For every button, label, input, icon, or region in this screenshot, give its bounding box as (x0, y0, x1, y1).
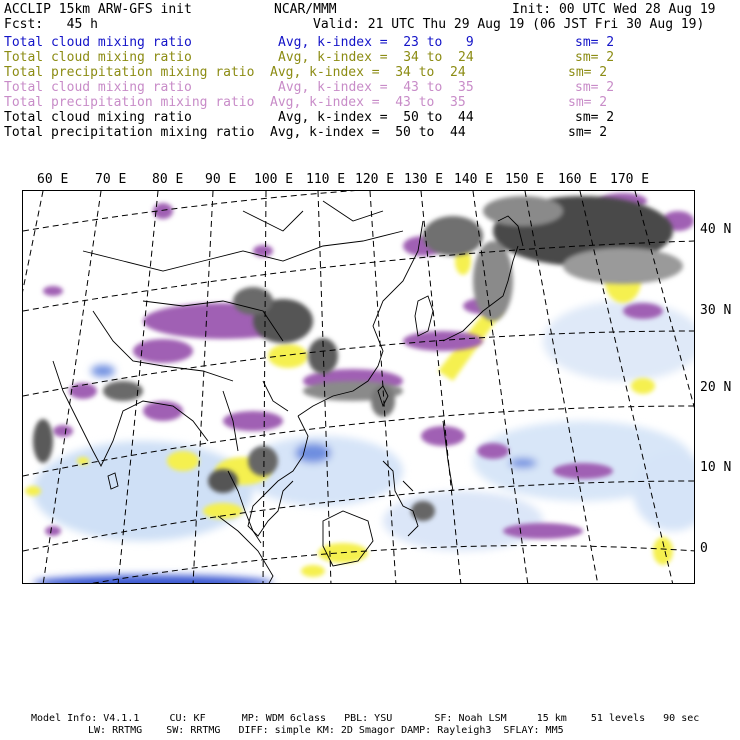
center-label: NCAR/MMM (274, 2, 337, 17)
lon-label: 130 E (404, 172, 444, 187)
valid-time: Valid: 21 UTC Thu 29 Aug 19 (06 JST Fri 30 Aug 19) (313, 17, 705, 32)
legend-row-3-stat: Avg, k-index = 34 to 24 (270, 65, 466, 80)
lat-label: 0 (700, 541, 708, 556)
legend-row-5-sm: sm= 2 (568, 95, 608, 110)
legend-row-7-field: Total precipitation mixing ratio (4, 125, 255, 140)
legend-row-1-field: Total cloud mixing ratio (4, 35, 192, 50)
legend-row-7-stat: Avg, k-index = 50 to 44 (270, 125, 466, 140)
map-title: ACCLIP 15km ARW-GFS init (4, 2, 192, 17)
lon-label: 110 E (306, 172, 346, 187)
lon-label: 80 E (152, 172, 184, 187)
lon-label: 140 E (454, 172, 494, 187)
lon-label: 120 E (355, 172, 395, 187)
legend-row-1-sm: sm= 2 (575, 35, 615, 50)
legend-row-3-sm: sm= 2 (568, 65, 608, 80)
lat-label: 20 N (700, 380, 732, 395)
legend-row-7-sm: sm= 2 (568, 125, 608, 140)
lat-label: 30 N (700, 303, 732, 318)
lon-label: 160 E (558, 172, 598, 187)
legend-row-2-stat: Avg, k-index = 34 to 24 (278, 50, 474, 65)
legend-row-2-sm: sm= 2 (575, 50, 615, 65)
legend-row-3-field: Total precipitation mixing ratio (4, 65, 255, 80)
legend-row-6-sm: sm= 2 (575, 110, 615, 125)
legend-row-2-field: Total cloud mixing ratio (4, 50, 192, 65)
lon-label: 90 E (205, 172, 237, 187)
legend-row-6-field: Total cloud mixing ratio (4, 110, 192, 125)
lon-label: 100 E (254, 172, 294, 187)
lon-label: 70 E (95, 172, 127, 187)
lon-label: 150 E (505, 172, 545, 187)
lat-label: 10 N (700, 460, 732, 475)
legend-row-4-sm: sm= 2 (575, 80, 615, 95)
model-info-line-1: Model Info: V4.1.1 CU: KF MP: WDM 6class PBL: YSU SF: Noah LSM 15 km 51 levels 90 sec (31, 713, 700, 724)
model-info-line-2: LW: RRTMG SW: RRTMG DIFF: simple KM: 2D Smagor DAMP: Rayleigh3 SFLAY: MM5 (88, 725, 564, 736)
map-canvas (23, 191, 695, 584)
legend-row-4-stat: Avg, k-index = 43 to 35 (278, 80, 474, 95)
init-time: Init: 00 UTC Wed 28 Aug 19 (512, 2, 716, 17)
lon-label: 170 E (610, 172, 650, 187)
legend-row-6-stat: Avg, k-index = 50 to 44 (278, 110, 474, 125)
legend-row-5-stat: Avg, k-index = 43 to 35 (270, 95, 466, 110)
forecast-hour: Fcst: 45 h (4, 17, 98, 32)
forecast-map (22, 190, 695, 584)
lon-label: 60 E (37, 172, 69, 187)
legend-row-5-field: Total precipitation mixing ratio (4, 95, 255, 110)
lat-label: 40 N (700, 222, 732, 237)
legend-row-4-field: Total cloud mixing ratio (4, 80, 192, 95)
legend-row-1-stat: Avg, k-index = 23 to 9 (278, 35, 474, 50)
